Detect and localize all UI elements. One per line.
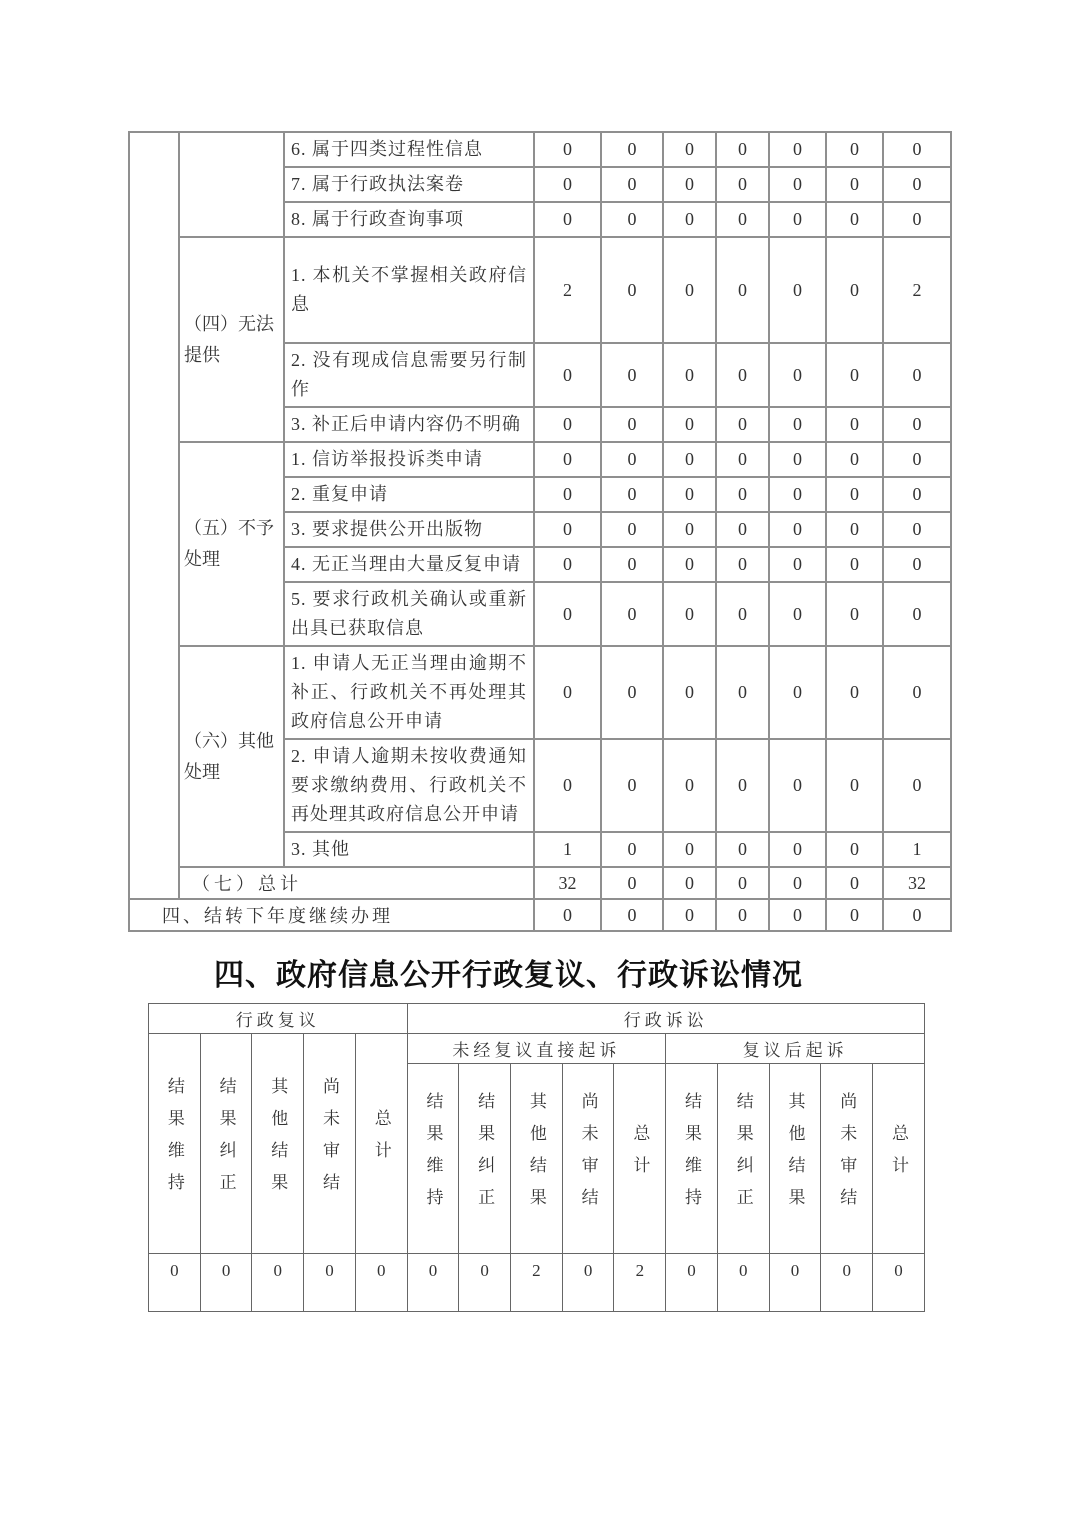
- value-cell: 0: [769, 646, 826, 739]
- value-cell: 0: [826, 646, 883, 739]
- column-header-cell: [511, 1064, 563, 1254]
- value-cell: 0: [769, 582, 826, 646]
- value-cell: 0: [534, 202, 601, 237]
- value-cell: 0: [716, 582, 769, 646]
- item-cell: 1. 申请人无正当理由逾期不补正、行政机关不再处理其政府信息公开申请: [284, 646, 534, 739]
- value-cell: 0: [663, 899, 716, 931]
- item-cell: 2. 申请人逾期未按收费通知要求缴纳费用、行政机关不再处理其政府信息公开申请: [284, 739, 534, 832]
- item-cell: 8. 属于行政查询事项: [284, 202, 534, 237]
- column-header-text: 结果维持: [164, 1077, 184, 1205]
- value-cell: 1: [534, 832, 601, 867]
- item-cell: 1. 本机关不掌握相关政府信息: [284, 237, 534, 343]
- value-cell: 0: [601, 899, 663, 931]
- value-cell: 0: [663, 646, 716, 739]
- value-cell: 0: [663, 547, 716, 582]
- column-header-text: 结果纠正: [216, 1077, 236, 1205]
- value-cell: 0: [826, 512, 883, 547]
- column-header-cell: [666, 1064, 718, 1254]
- value-cell: 0: [716, 832, 769, 867]
- value-cell: 0: [883, 547, 951, 582]
- column-header-cell: [614, 1064, 666, 1254]
- value-cell: 0: [534, 343, 601, 407]
- value-cell: 0: [663, 167, 716, 202]
- value-cell: 0: [304, 1254, 356, 1312]
- value-cell: 2: [534, 237, 601, 343]
- carryover-row-label: 四、结转下年度继续办理: [129, 899, 534, 931]
- subgroup-header-direct-suit: 未经复议直接起诉: [407, 1034, 666, 1064]
- column-header-cell: [407, 1064, 459, 1254]
- value-cell: 0: [149, 1254, 201, 1312]
- item-cell: 3. 其他: [284, 832, 534, 867]
- column-header-text: 尚未审结: [837, 1092, 857, 1220]
- value-cell: 0: [769, 832, 826, 867]
- column-header-text: 结果纠正: [733, 1092, 753, 1220]
- value-cell: 0: [534, 477, 601, 512]
- value-cell: 0: [663, 512, 716, 547]
- value-cell: 0: [769, 132, 826, 167]
- item-cell: 3. 补正后申请内容仍不明确: [284, 407, 534, 442]
- value-cell: 0: [663, 407, 716, 442]
- value-cell: 0: [769, 1254, 821, 1312]
- column-header-text: 尚未审结: [320, 1077, 340, 1205]
- column-header-text: 其他结果: [785, 1092, 805, 1220]
- value-cell: 0: [716, 547, 769, 582]
- value-cell: 0: [883, 646, 951, 739]
- value-cell: 0: [883, 739, 951, 832]
- processing-results-table: [128, 131, 952, 932]
- value-cell: 0: [883, 442, 951, 477]
- value-cell: 0: [716, 202, 769, 237]
- value-cell: 0: [663, 442, 716, 477]
- value-cell: 0: [769, 202, 826, 237]
- column-header-text: 尚未审结: [578, 1092, 598, 1220]
- value-cell: 0: [826, 167, 883, 202]
- value-cell: 0: [769, 739, 826, 832]
- value-cell: 0: [883, 167, 951, 202]
- item-cell: 1. 信访举报投诉类申请: [284, 442, 534, 477]
- value-cell: 0: [534, 512, 601, 547]
- value-cell: 0: [601, 202, 663, 237]
- column-header-text: 总计: [371, 1109, 391, 1173]
- subgroup-header-suit-after-review: 复议后起诉: [666, 1034, 925, 1064]
- item-cell: 6. 属于四类过程性信息: [284, 132, 534, 167]
- column-header-cell: [304, 1034, 356, 1254]
- value-cell: 0: [883, 343, 951, 407]
- column-header-text: 结果维持: [423, 1092, 443, 1220]
- value-cell: 0: [601, 867, 663, 899]
- value-cell: 0: [534, 442, 601, 477]
- value-cell: 32: [534, 867, 601, 899]
- value-cell: 0: [716, 512, 769, 547]
- group-header-review: 行政复议: [149, 1004, 408, 1034]
- value-cell: 0: [534, 739, 601, 832]
- value-cell: 0: [601, 582, 663, 646]
- value-cell: 0: [663, 867, 716, 899]
- column-header-cell: [769, 1064, 821, 1254]
- value-cell: 0: [716, 477, 769, 512]
- value-cell: 32: [883, 867, 951, 899]
- section-4-heading: 四、政府信息公开行政复议、行政诉讼情况: [214, 959, 803, 992]
- value-cell: 0: [601, 512, 663, 547]
- value-cell: 0: [883, 202, 951, 237]
- value-cell: 0: [663, 739, 716, 832]
- value-cell: 0: [663, 477, 716, 512]
- value-cell: 0: [883, 899, 951, 931]
- value-cell: 0: [883, 582, 951, 646]
- value-cell: 0: [883, 407, 951, 442]
- value-cell: 0: [716, 739, 769, 832]
- review-litigation-table: [148, 1003, 925, 1312]
- value-cell: 0: [769, 442, 826, 477]
- column-header-cell: [459, 1064, 511, 1254]
- value-cell: 0: [769, 407, 826, 442]
- column-header-cell: [717, 1064, 769, 1254]
- value-cell: 0: [601, 547, 663, 582]
- value-cell: 0: [716, 899, 769, 931]
- value-cell: 0: [716, 167, 769, 202]
- column-header-cell: [873, 1064, 925, 1254]
- value-cell: 0: [769, 167, 826, 202]
- column-header-text: 总计: [630, 1124, 650, 1188]
- value-cell: 0: [601, 646, 663, 739]
- value-cell: 0: [663, 237, 716, 343]
- value-cell: 0: [883, 477, 951, 512]
- value-cell: 0: [826, 442, 883, 477]
- value-cell: 0: [663, 582, 716, 646]
- column-header-cell: [821, 1064, 873, 1254]
- value-cell: 0: [883, 512, 951, 547]
- value-cell: 0: [716, 343, 769, 407]
- value-cell: 0: [717, 1254, 769, 1312]
- value-cell: 0: [663, 202, 716, 237]
- value-cell: 2: [614, 1254, 666, 1312]
- value-cell: 0: [716, 132, 769, 167]
- value-cell: 0: [562, 1254, 614, 1312]
- value-cell: 0: [826, 202, 883, 237]
- value-cell: 0: [534, 899, 601, 931]
- value-cell: 0: [601, 832, 663, 867]
- value-cell: 0: [601, 407, 663, 442]
- item-cell: 2. 没有现成信息需要另行制作: [284, 343, 534, 407]
- value-cell: 0: [826, 237, 883, 343]
- value-cell: 0: [769, 899, 826, 931]
- value-cell: 0: [252, 1254, 304, 1312]
- value-cell: 0: [534, 407, 601, 442]
- value-cell: 0: [534, 547, 601, 582]
- value-cell: 2: [511, 1254, 563, 1312]
- value-cell: 0: [769, 867, 826, 899]
- column-header-text: 结果纠正: [475, 1092, 495, 1220]
- value-cell: 0: [601, 442, 663, 477]
- value-cell: 0: [716, 442, 769, 477]
- value-cell: 0: [200, 1254, 252, 1312]
- value-cell: 0: [826, 132, 883, 167]
- item-cell: 2. 重复申请: [284, 477, 534, 512]
- column-header-cell: [355, 1034, 407, 1254]
- value-cell: 0: [883, 132, 951, 167]
- value-cell: 0: [826, 867, 883, 899]
- value-cell: 0: [716, 867, 769, 899]
- item-cell: 7. 属于行政执法案卷: [284, 167, 534, 202]
- column-header-text: 结果维持: [682, 1092, 702, 1220]
- value-cell: 0: [716, 237, 769, 343]
- left-continuation-cell: [129, 132, 179, 899]
- value-cell: 0: [769, 477, 826, 512]
- value-cell: 0: [716, 407, 769, 442]
- value-cell: 0: [769, 343, 826, 407]
- value-cell: 0: [534, 167, 601, 202]
- value-cell: 0: [601, 343, 663, 407]
- value-cell: 0: [666, 1254, 718, 1312]
- value-cell: 0: [601, 739, 663, 832]
- value-cell: 2: [883, 237, 951, 343]
- value-cell: 0: [601, 477, 663, 512]
- column-header-text: 总计: [889, 1124, 909, 1188]
- group-header-litigation: 行政诉讼: [407, 1004, 924, 1034]
- value-cell: 0: [873, 1254, 925, 1312]
- category-cell-other-processing: （六）其他处理: [179, 646, 284, 867]
- value-cell: 0: [826, 477, 883, 512]
- value-cell: 0: [826, 547, 883, 582]
- value-cell: 0: [601, 132, 663, 167]
- value-cell: 0: [826, 343, 883, 407]
- value-cell: 0: [769, 237, 826, 343]
- value-cell: 0: [407, 1254, 459, 1312]
- value-cell: 0: [534, 582, 601, 646]
- value-cell: 0: [716, 646, 769, 739]
- total-row-label: （七）总计: [179, 867, 534, 899]
- value-cell: 0: [826, 899, 883, 931]
- value-cell: 0: [534, 132, 601, 167]
- value-cell: 0: [769, 547, 826, 582]
- value-cell: 0: [826, 739, 883, 832]
- value-cell: 0: [663, 132, 716, 167]
- value-cell: 0: [826, 832, 883, 867]
- value-cell: 0: [663, 343, 716, 407]
- item-cell: 4. 无正当理由大量反复申请: [284, 547, 534, 582]
- value-cell: 0: [663, 832, 716, 867]
- category-cell-unable-to-provide: （四）无法提供: [179, 237, 284, 442]
- value-cell: 0: [355, 1254, 407, 1312]
- item-cell: 3. 要求提供公开出版物: [284, 512, 534, 547]
- value-cell: 0: [826, 407, 883, 442]
- column-header-text: 其他结果: [526, 1092, 546, 1220]
- category-cell-no-processing: （五）不予处理: [179, 442, 284, 646]
- column-header-cell: [200, 1034, 252, 1254]
- value-cell: 0: [459, 1254, 511, 1312]
- column-header-cell: [562, 1064, 614, 1254]
- value-cell: 0: [534, 646, 601, 739]
- column-header-cell: [252, 1034, 304, 1254]
- column-header-text: 其他结果: [268, 1077, 288, 1205]
- value-cell: 0: [821, 1254, 873, 1312]
- value-cell: 0: [826, 582, 883, 646]
- item-cell: 5. 要求行政机关确认或重新出具已获取信息: [284, 582, 534, 646]
- value-cell: 1: [883, 832, 951, 867]
- column-header-cell: [149, 1034, 201, 1254]
- value-cell: 0: [601, 237, 663, 343]
- value-cell: 0: [601, 167, 663, 202]
- value-cell: 0: [769, 512, 826, 547]
- category-continuation-cell: [179, 132, 284, 237]
